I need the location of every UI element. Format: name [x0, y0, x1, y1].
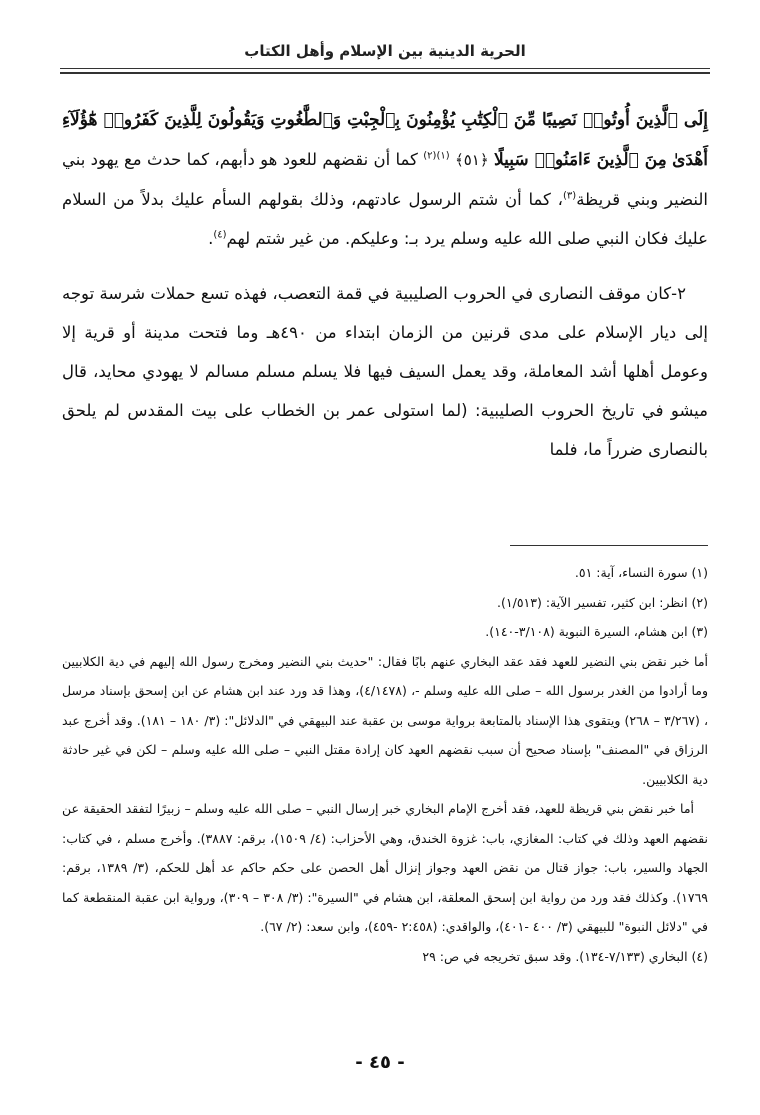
footnote-3-detail-nadir: أما خبر نقض بني النضير للعهد فقد عقد البخاري عنهم بابًا فقال: "حديث بني النضير ومخرج رسول الله إليهم في دية الكلابيين وما أرادوا من الغدر برسول الله – صلى الله عليه وسلم -، (٤/١٤٧٨)، وهذا قد ورد عند ابن هشام عن ابن إسحق بإسناد مرسل ، (٣/٢٦٧ – ٢٦٨) ويتقوى هذا الإسناد بالمتابعة برواية موسى بن عقبة عند البيهقي في "الدلائل": (٣/ ١٨٠ – ١٨١). وقد أخرج عبد الرزاق في "المصنف" بإسناد صحيح أن سبب نقضهم العهد كان إرادة مقتل النبي – صلى الله عليه وسلم – لكن في غير حادثة دية الكلابيين.: [62, 653, 709, 787]
main-text: [62, 100, 708, 469]
footnote-ref-1[interactable]: (١): [436, 150, 450, 162]
text-after-ref-3: ، كما أن شتم الرسول عادتهم، وذلك بقولهم السأم عليك بدلاً من السلام عليك فكان النبي صلى الله عليه وسلم يرد بـ: وعليكم. من غير شتم لهم: [62, 190, 708, 248]
footnote-ref-4[interactable]: (٤): [213, 229, 227, 241]
paragraph-1: [62, 100, 708, 258]
footnotes: [62, 558, 708, 971]
quran-verse-line-2: مِنَ ٱلَّذِينَ ءَامَنُوا۟ سَبِيلًا: [494, 150, 667, 170]
footnote-1: (١) سورة النساء، آية: ٥١.: [574, 565, 708, 580]
footnote-3: (٣) ابن هشام، السيرة النبوية (٣/١٠٨-١٤٠).: [485, 624, 708, 639]
quran-verse-line-1: إِلَى ٱلَّذِينَ أُوتُوا۟ نَصِيبًا مِّنَ ٱلْكِتَٰبِ يُؤْمِنُونَ بِٱلْجِبْتِ وَٱلطَّٰغُوتِ وَيَقُولُونَ لِلَّذِينَ كَفَرُوا۟ هَٰٓؤُلَآءِ أَهْدَىٰ: [62, 110, 709, 170]
footnote-3-detail-qurayza: أما خبر نقض بني قريظة للعهد، فقد أخرج الإمام البخاري خبر إرسال النبي – صلى الله عليه وسلم – زبيرًا لتفقد الحقيقة عن نقضهم العهد وذلك في كتاب: المغازي، باب: غزوة الخندق، وهي الأحزاب: (٤/ ١٥٠٩)، برقم: ٣٨٨٧). وأخرج مسلم ، في كتاب: الجهاد والسير، باب: جواز قتال من نقض العهد وجواز إنزال أهل الحصن على حكم حاكم عد أهل للحكم، (٣/ ١٣٨٩، برقم: ١٧٦٩). وكذلك فقد ورد من رواية ابن إسحق المعلقة، ابن هشام في "السيرة": (٣/ ٣٠٨ – ٣٠٩)، ورواية ابن عقبة المنقطعة كما في "دلائل النبوة" للبيهقي (٣/ ٤٠٠ -٤٠١)، والواقدي: (٢:٤٥٨ -٤٥٩)، وابن سعد: (٢/ ٦٧).: [62, 801, 709, 934]
footnote-separator: [510, 545, 708, 546]
page-number: - ٤٥ -: [355, 1052, 405, 1073]
header-rule-thin: [60, 68, 710, 69]
footnote-ref-2[interactable]: (٢): [423, 150, 437, 162]
footnote-ref-3[interactable]: (٣): [563, 190, 577, 202]
paragraph-2: ٢-كان موقف النصارى في الحروب الصليبية في قمة التعصب، فهذه تسع حملات شرسة توجه إلى ديار الإسلام على مدى قرنين من الزمان ابتداء من ٤٩٠هـ وما فتحت مدينة أو قرية إلا وعومل أهلها أشد المعاملة، وقد يعمل السيف فيها فلا يسلم مسلم مسالم لا يهودي محايد، قال ميشو في تاريخ الحروب الصليبية: (لما استولى عمر بن الخطاب على بيت المقدس لم يلحق بالنصارى ضرراً ما، فلما: [62, 284, 708, 459]
ayah-number-mark: ﴿٥١﴾: [454, 151, 489, 169]
footnote-4: (٤) البخاري (٧/١٣٣-١٣٤). وقد سبق تخريجه في ص: ٢٩: [422, 948, 708, 964]
running-header: الحرية الدينية بين الإسلام وأهل الكتاب: [244, 42, 526, 60]
end-punctuation: .: [208, 229, 214, 248]
footnote-2: (٢) انظر: ابن كثير، تفسير الآية: (١/٥١٣).: [497, 594, 708, 610]
text-after-quote: كما أن نقضهم للعود هو دأبهم، كما حدث مع يهود بني النضير وبني قريظة: [62, 150, 708, 209]
header-rule-thick: [60, 72, 710, 74]
